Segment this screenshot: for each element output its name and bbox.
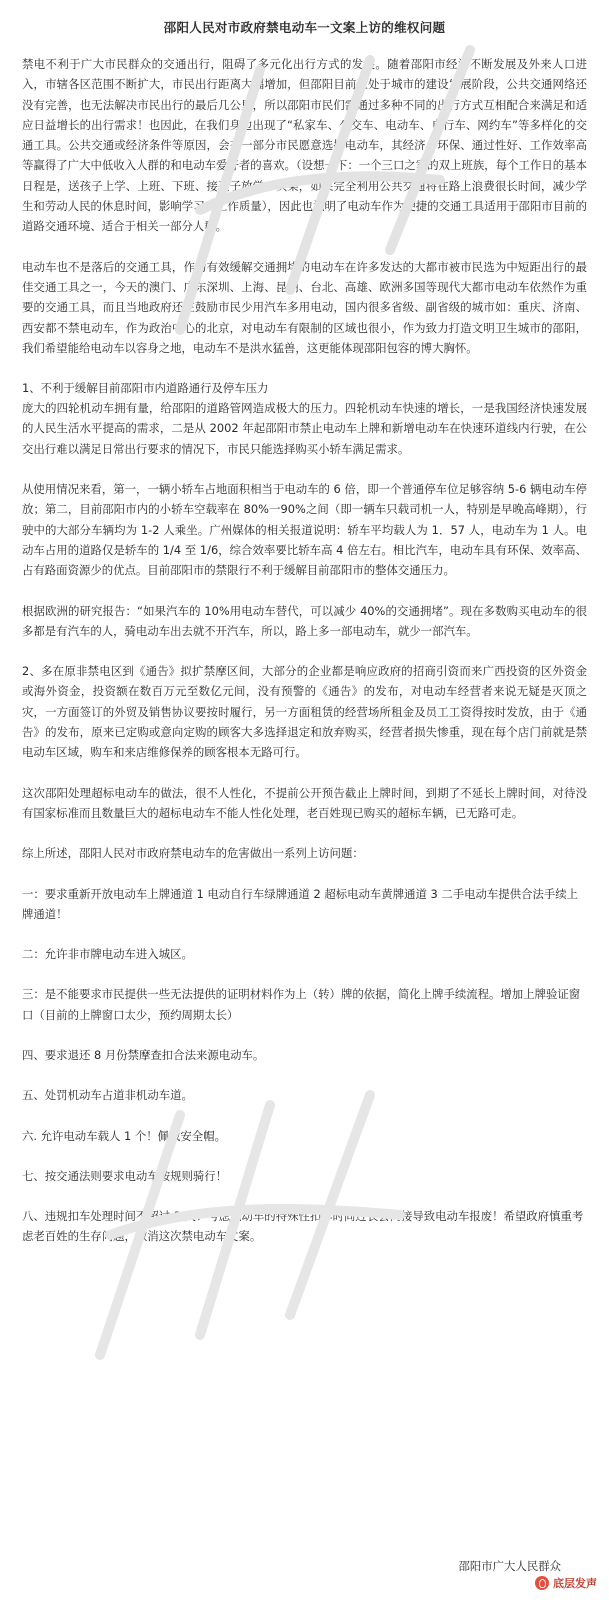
source-logo-text: 底层发声 xyxy=(553,1577,597,1590)
paragraph-summary: 综上所述，邵阳人民对市政府禁电动车的危害做出一系列上访问题： xyxy=(22,846,364,861)
demand-item-3: 三：是不能要求市民提供一些无法提供的证明材料作为上（转）牌的依据，简化上牌手续流程。增加上牌验证窗口（目前的上牌窗口太少，预约周期太长） xyxy=(22,987,581,1022)
signature: 邵阳市广大人民群众 xyxy=(458,1559,561,1573)
document-title: 邵阳人民对市政府禁电动车一文案上访的维权问题 xyxy=(163,20,446,35)
paragraph-handling-criticism: 这次邵阳处理超标电动车的做法，很不人性化，不提前公开预告截止上牌时间，到期了不延长上牌时间，对待没有国家标准而且数量巨大的超标电动车不能人性化处理，老百姓现已购买的超标车辆，已无路可走。 xyxy=(22,785,587,820)
paragraph-business-impact: 2、多在原非禁电区到《通告》拟扩禁摩区间，大部分的企业都是响应政府的招商引资而来广西投资的区外资金或海外资金，投资额在数百万元至数亿元间，没有预警的《通告》的发布，对电动车经营者来说无疑是灭顶之灾，一方面签订的外贸及销售协议要按时履行，另一方面租赁的经营场所租金及员工工资得按时发放，由于《通告》的发布，原来已定购或意向定购的顾客大多选择退定和放弃购买，经营者损失惨重，现在每个店门前就是禁电动车区域，购车和来店维修保养的顾客根本无路可行。 xyxy=(22,664,587,760)
demand-item-6: 六. 允许电动车载人 1 个！佩戴安全帽。 xyxy=(22,1128,226,1143)
demand-item-2: 二：允许非市牌电动车进入城区。 xyxy=(22,947,193,962)
demand-item-7: 七、按交通法则要求电动车按规则骑行！ xyxy=(22,1168,228,1183)
paragraph-usage-comparison: 从使用情况来看，第一，一辆小轿车占地面积相当于电动车的 6 倍，即一个普通停车位足够容纳 5-6 辆电动车停放；第二，目前邵阳市内的小轿车空载率在 80%一90%之间（即一辆车只载司机一人，特别是早晚高峰期），行驶中的大部分车辆均为 1-2 人乘坐。广州媒体的相关报道说明：轿车平均载人为 1．57 人，电动车为 1 人。电动车占用的道路仅是轿车的 1/4 至 1/6，综合效率要比轿车高 4 倍左右。相比汽车，电动车具有环保、效率高、占有路面资源少的优点。目前邵阳市的禁限行不利于缓解目前邵阳市的整体交通压力。 xyxy=(22,482,587,578)
demand-item-5: 五、处罚机动车占道非机动车道。 xyxy=(22,1088,193,1103)
paragraph-intro: 禁电不利于广大市民群众的交通出行，阻碍了多元化出行方式的发展。随着邵阳市经济不断发展及外来人口进入，市辖各区范围不断扩大，市民出行距离大幅增加，但邵阳目前正处于城市的建设发展阶段，公共交通网络还没有完善，也无法解决市民出行的最后几公里，所以邵阳市民们需通过多种不同的出行方式互相配合来满足和适应日益增长的出行需求！也因此，在我们身边出现了“私家车、公交车、电动车、自行车、网约车”等多样化的交通工具。公共交通或经济条件等原因，会有一部分市民愿意选择电动车，其经济、环保、通过性好、工作效率高等赢得了广大中低收入人群的和电动车爱好者的喜欢。（设想一下：一个三口之家的双上班族，每个工作日的基本日程是，送孩子上学、上班、下班、接孩子放学、买菜，如果完全利用公共交通将在路上浪费很长时间，减少学生和劳动人民的休息时间，影响学习、工作质量），因此也说明了电动车作为便捷的交通工具适用于邵阳市目前的道路交通环境、适合于相关一部分人群。 xyxy=(22,57,587,234)
demand-item-8: 八、违规扣车处理时间不超过 3 天！考虑电动车的特殊性扣车时间过长会间接导致电动车报废！希望政府慎重考虑老百姓的生存问题，取消这次禁电动车文案。 xyxy=(22,1209,584,1244)
demand-item-4: 四、要求退还 8 月份禁摩查扣合法来源电动车。 xyxy=(22,1047,265,1062)
paragraph-car-growth: 庞大的四轮机动车拥有量，给邵阳的道路管网造成极大的压力。四轮机动车快速的增长，一是我国经济快速发展的人民生活水平提高的需求，二是从 2002 年起邵阳市禁止电动车上牌和新增电动车在快速环道线内行驶，在公交出行难以满足日常出行要求的情况下，市民只能选择购买小轿车满足需求。 xyxy=(22,401,587,456)
paragraph-europe-study: 根据欧洲的研究报告：“如果汽车的 10%用电动车替代，可以减少 40%的交通拥堵”。现在多数购买电动车的很多都是有汽车的人，骑电动车出去就不开汽车，所以，路上多一部电动车，就少一部汽车。 xyxy=(22,603,587,638)
paragraph-not-outdated: 电动车也不是落后的交通工具，作为有效缓解交通拥堵的电动车在许多发达的大都市被市民选为中短距出行的最佳交通工具之一，今天的澳门、广东深圳、上海、昆明、台北、高雄、欧洲多国等现代大都市电动车依然作为重要的交通工具，而且当地政府还在鼓励市民少用汽车多用电动，国内很多省级、副省级的城市如：重庆、济南、西安都不禁电动车，作为政治中心的北京，对电动车有限制的区域也很小，作为致力打造文明卫生城市的邵阳，我们希望能给电动车以容身之地，电动车不是洪水猛兽，这更能体现邵阳包容的博大胸怀。 xyxy=(22,259,587,355)
section-heading-1: 1、不利于缓解目前邵阳市内道路通行及停车压力 xyxy=(22,381,269,396)
source-logo xyxy=(535,1575,597,1591)
weibo-logo-icon xyxy=(535,1576,549,1590)
demand-item-1: 一：要求重新开放电动车上牌通道 1 电动自行车绿牌通道 2 超标电动车黄牌通道 3 二手电动车提供合法手续上牌通道！ xyxy=(22,886,579,921)
